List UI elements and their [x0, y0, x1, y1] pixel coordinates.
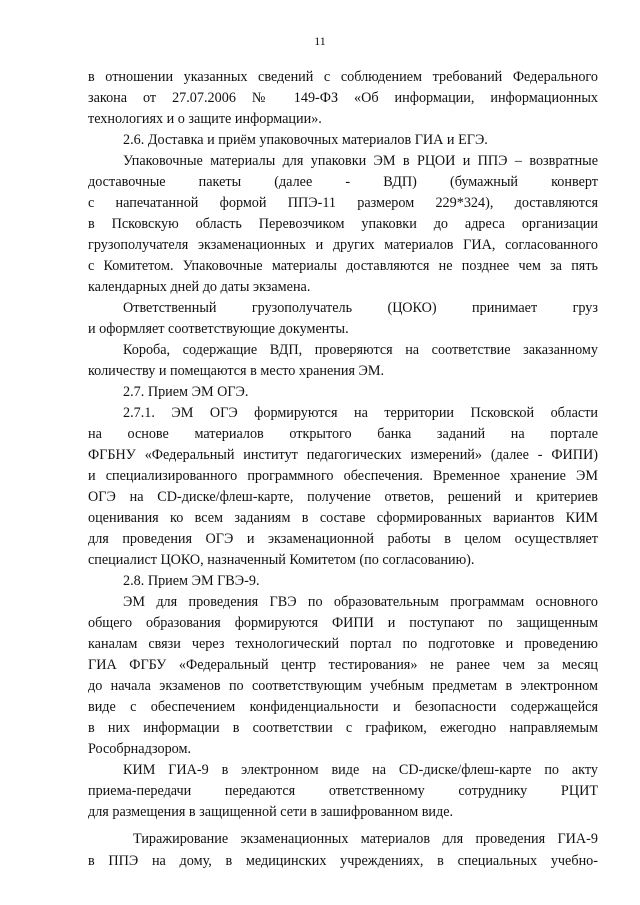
text-line: для размещения в защищенной сети в зашифрованном виде.: [88, 804, 454, 820]
text-line: общего образования формируются ФИПИ и поступают по защищенным: [88, 615, 598, 631]
text-line: и оформляет соответствующие документы.: [88, 321, 349, 337]
text-line: виде с обеспечением конфиденциальности и безопасности содержащейся: [88, 699, 598, 715]
text-line: в них информации в соответствии с графиком, ежегодно направляемым: [88, 720, 598, 736]
page-number: 11: [314, 34, 326, 48]
text-line: Короба, содержащие ВДП, проверяются на соответствие заказанному: [123, 342, 598, 358]
text-line: Ответственный грузополучатель (ЦОКО) принимает груз: [123, 300, 598, 316]
text-line: закона от 27.07.2006 № 149-ФЗ «Об информации, информационных: [88, 90, 598, 106]
text-line: приема-передачи передаются ответственному сотруднику РЦИТ: [88, 783, 598, 799]
text-line: каналам связи через технологический портал по подготовке и проведению: [88, 636, 598, 652]
text-line: Рособрнадзором.: [88, 741, 192, 757]
text-line: ЭМ для проведения ГВЭ по образовательным программам основного: [123, 594, 598, 610]
text-line: Упаковочные материалы для упаковки ЭМ в РЦОИ и ППЭ – возвратные: [123, 153, 598, 169]
text-line: в отношении указанных сведений с соблюдением требований Федерального: [88, 69, 598, 85]
text-line: в ППЭ на дому, в медицинских учреждениях, в специальных учебно-: [88, 853, 598, 869]
text-line: количеству и помещаются в место хранения ЭМ.: [88, 363, 385, 379]
text-line: Тиражирование экзаменационных материалов для проведения ГИА-9: [133, 831, 598, 847]
text-line: с Комитетом. Упаковочные материалы доставляются не позднее чем за пять: [88, 258, 598, 274]
text-line: ОГЭ на CD-диске/флеш-карте, получение ответов, решений и критериев: [88, 489, 598, 505]
text-line: с напечатанной формой ППЭ-11 размером 229*324), доставляются: [88, 195, 598, 211]
text-line: КИМ ГИА-9 в электронном виде на CD-диске/флеш-карте по акту: [123, 762, 598, 778]
text-line: 2.7.1. ЭМ ОГЭ формируются на территории Псковской области: [123, 405, 598, 421]
section-heading-2-8: 2.8. Прием ЭМ ГВЭ-9.: [123, 573, 260, 589]
text-line: технологиях и о защите информации».: [88, 111, 322, 127]
text-line: ФГБНУ «Федеральный институт педагогических измерений» (далее - ФИПИ): [88, 447, 598, 463]
text-line: для проведения ОГЭ и экзаменационной работы в целом осуществляет: [88, 531, 598, 547]
section-heading-2-6: 2.6. Доставка и приём упаковочных материалов ГИА и ЕГЭ.: [123, 132, 488, 148]
text-line: на основе материалов открытого банка заданий на портале: [88, 426, 598, 442]
text-line: до начала экзаменов по соответствующим учебным предметам в электронном: [88, 678, 598, 694]
text-line: ГИА ФГБУ «Федеральный центр тестирования» не ранее чем за месяц: [88, 657, 598, 673]
text-line: доставочные пакеты (далее - ВДП) (бумажный конверт: [88, 174, 598, 190]
text-line: грузополучателя экзаменационных и других материалов ГИА, согласованного: [88, 237, 598, 253]
text-line: календарных дней до даты экзамена.: [88, 279, 311, 295]
section-heading-2-7: 2.7. Прием ЭМ ОГЭ.: [123, 384, 249, 400]
text-line: и специализированного программного обеспечения. Временное хранение ЭМ: [88, 468, 598, 484]
text-line: в Псковскую область Перевозчиком упаковки до адреса организации: [88, 216, 598, 232]
text-line: оценивания ко всем заданиям в составе сформированных вариантов КИМ: [88, 510, 598, 526]
text-line: специалист ЦОКО, назначенный Комитетом (по согласованию).: [88, 552, 475, 568]
